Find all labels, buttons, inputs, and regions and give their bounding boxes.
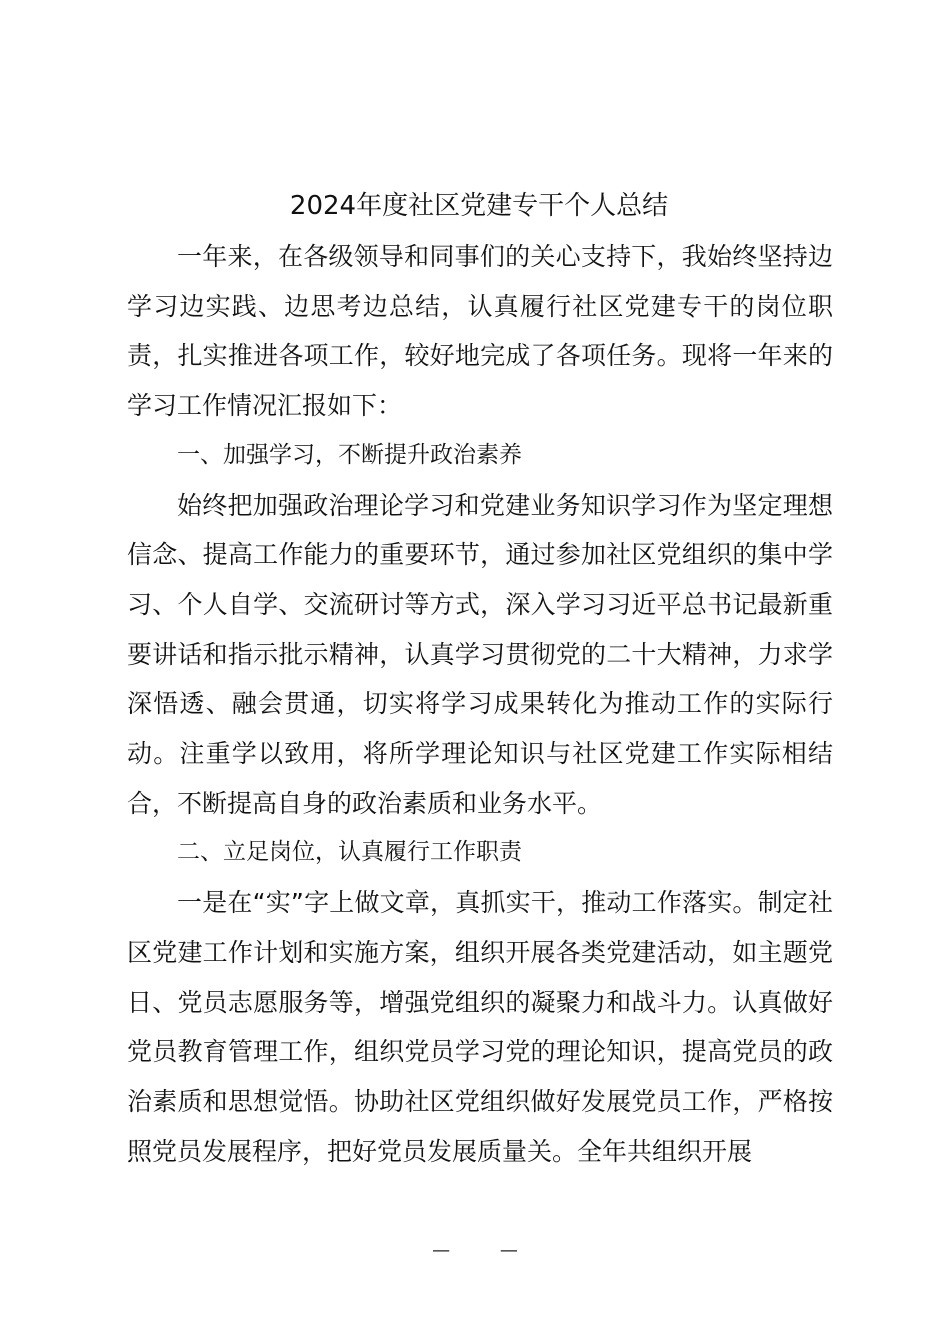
page-number: — —: [432, 1240, 540, 1261]
document-body: [127, 232, 833, 1176]
paragraph-study: 始终把加强政治理论学习和党建业务知识学习作为坚定理想信念、提高工作能力的重要环节，通过参加社区党组织的集中学习、个人自学、交流研讨等方式，深入学习习近平总书记最新重要讲话和指示批示精神，认真学习贯彻党的二十大精神，力求学深悟透、融会贯通，切实将学习成果转化为推动工作的实际行动。注重学以致用，将所学理论知识与社区党建工作实际相结合，不断提高自身的政治素质和业务水平。: [127, 490, 833, 818]
section-heading-1: 一、加强学习，不断提升政治素养: [177, 441, 522, 468]
paragraph-intro: 一年来，在各级领导和同事们的关心支持下，我始终坚持边学习边实践、边思考边总结，认真履行社区党建专干的岗位职责，扎实推进各项工作，较好地完成了各项任务。现将一年来的学习工作情况汇报如下：: [127, 242, 833, 421]
section-heading-2: 二、立足岗位，认真履行工作职责: [177, 839, 522, 866]
paragraph-duty: 一是在“实”字上做文章，真抓实干，推动工作落实。制定社区党建工作计划和实施方案，组织开展各类党建活动，如主题党日、党员志愿服务等，增强党组织的凝聚力和战斗力。认真做好党员教育管理工作，组织党员学习党的理论知识，提高党员的政治素质和思想觉悟。协助社区党组织做好发展党员工作，严格按照党员发展程序，把好党员发展质量关。全年共组织开展: [127, 888, 833, 1166]
document-title: 2024年度社区党建专干个人总结: [289, 191, 669, 221]
